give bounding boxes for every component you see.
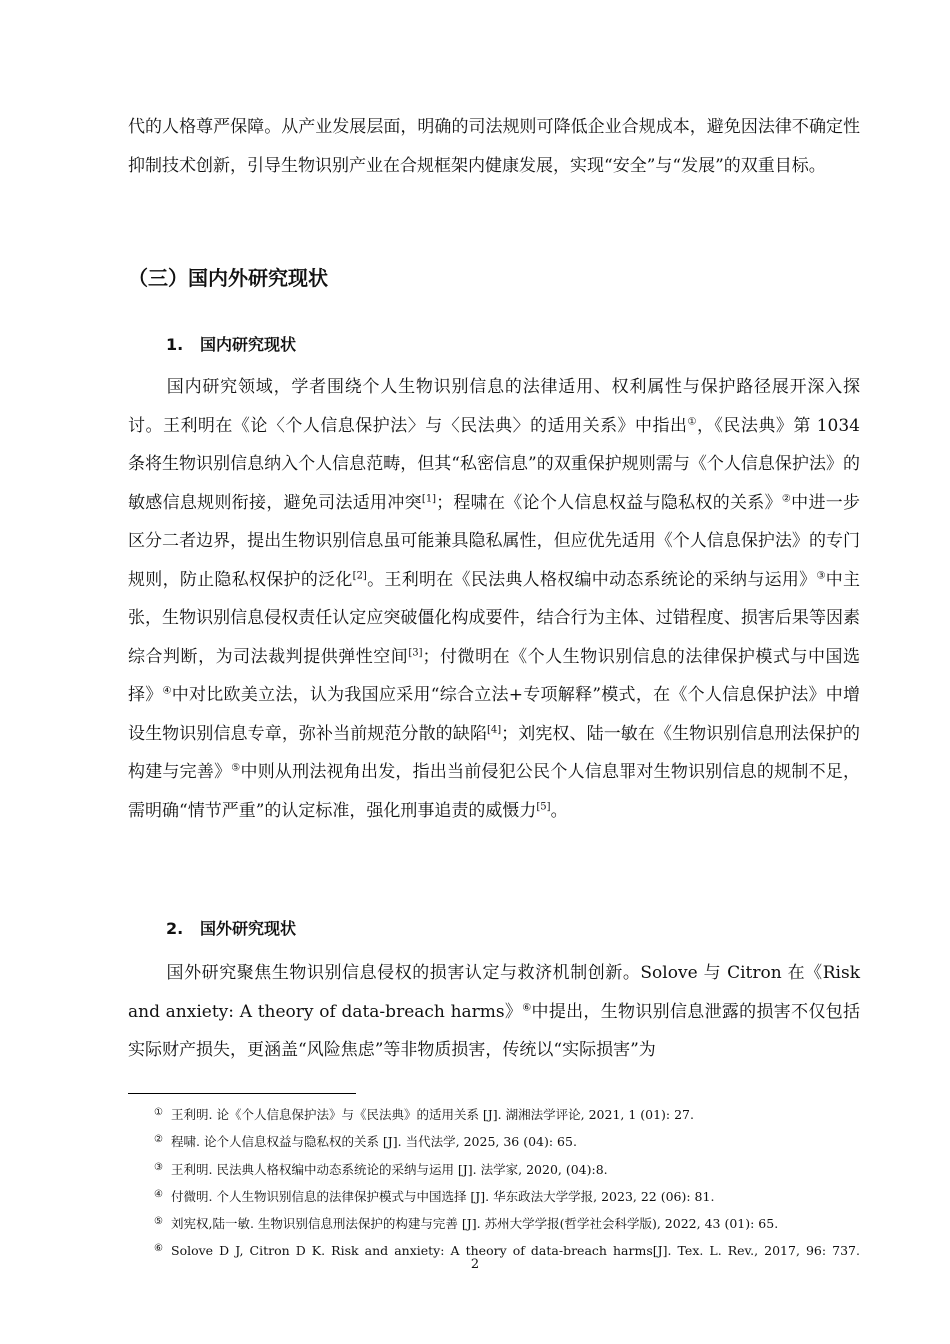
footnote-mark: ④	[154, 1188, 163, 1200]
subheading-domestic	[166, 330, 296, 360]
footnote-text: Solove D J, Citron D K. Risk and anxiety: A theory of data-breach harms[J]. Tex. L. Rev., 2017, 96: 737.	[171, 1243, 860, 1259]
body-text: ；付微明在《个人生物识别信息的法律保护模式与中国选择》	[128, 646, 861, 705]
footnote-item	[154, 1156, 860, 1183]
subheading-title: 国外研究现状	[200, 919, 297, 938]
footnote-text: 程啸. 论个人信息权益与隐私权的关系 [J]. 当代法学, 2025, 36 (04): 65.	[171, 1134, 577, 1150]
domestic-paragraph	[128, 368, 860, 830]
section-heading: （三）国内外研究现状	[128, 266, 328, 290]
footnote-mark: ⑥	[154, 1243, 163, 1255]
footnote-mark: ②	[154, 1134, 163, 1146]
foreign-paragraph	[128, 954, 860, 1070]
body-text: 中则从刑法视角出发，指出当前侵犯公民个人信息罪对生物识别信息的规制不足，需明确“情节严重”的认定标准，强化刑事追责的威慑力	[128, 762, 861, 821]
body-text: 国内研究领域，学者围绕个人生物识别信息的法律适用、权利属性与保护路径展开深入探讨。王利明在《论〈个人信息保护法〉与〈民法典〉的适用关系》中指出	[128, 377, 860, 436]
footnote-marker[interactable]: ①	[687, 415, 697, 427]
subheading-number: 1.	[166, 335, 184, 354]
reference-marker[interactable]: [5]	[536, 800, 551, 812]
body-text: 中对比欧美立法，认为我国应采用“综合立法+专项解释”模式，在《个人信息保护法》中增设生物识别信息专章，弥补当前规范分散的缺陷	[128, 685, 861, 744]
footnote-marker[interactable]: ④	[162, 685, 172, 697]
footnote-marker[interactable]: ⑥	[522, 1001, 532, 1013]
body-text: 中进一步区分二者边界，提出生物识别信息虽可能兼具隐私属性，但应优先适用《个人信息保护法》的专门规则，防止隐私权保护的泛化	[128, 492, 861, 590]
footnote-marker[interactable]: ②	[781, 492, 792, 504]
footnote-item	[154, 1183, 860, 1210]
footnote-item	[154, 1210, 860, 1237]
reference-marker[interactable]: [3]	[408, 646, 423, 658]
subheading-foreign	[166, 914, 296, 944]
footnote-mark: ③	[154, 1161, 163, 1173]
footnotes	[154, 1101, 860, 1265]
reference-marker[interactable]: [2]	[352, 569, 367, 581]
body-text: 。	[550, 800, 568, 821]
subheading-title: 国内研究现状	[200, 335, 297, 354]
body-text: 中主张，生物识别信息侵权责任认定应突破僵化构成要件，结合行为主体、过错程度、损害后果等因素综合判断，为司法裁判提供弹性空间	[128, 569, 861, 667]
body-text: ；程啸在《论个人信息权益与隐私权的关系》	[436, 492, 782, 513]
footnote-text: 付微明. 个人生物识别信息的法律保护模式与中国选择 [J]. 华东政法大学学报, 2023, 22 (06): 81.	[171, 1188, 715, 1204]
body-text: ；刘宪权、陆一敏在《生物识别信息刑法保护的构建与完善》	[128, 723, 861, 782]
reference-marker[interactable]: [4]	[486, 723, 502, 735]
reference-marker[interactable]: [1]	[421, 492, 437, 504]
footnote-mark: ①	[154, 1107, 163, 1118]
body-text: 中提出，生物识别信息泄露的损害不仅包括实际财产损失，更涵盖“风险焦虑”等非物质损害，传统以“实际损害”为	[128, 1001, 861, 1060]
footnote-text: 王利明. 民法典人格权编中动态系统论的采纳与运用 [J]. 法学家, 2020, (04):8.	[171, 1161, 608, 1177]
page-number: 2	[470, 1257, 480, 1272]
footnote-text: 刘宪权,陆一敏. 生物识别信息刑法保护的构建与完善 [J]. 苏州大学学报(哲学社会科学版), 2022, 43 (01): 65.	[171, 1216, 779, 1232]
footnote-marker[interactable]: ⑤	[231, 762, 241, 774]
body-text: 。王利明在《民法典人格权编中动态系统论的采纳与运用》	[366, 569, 817, 590]
footnote-text: 王利明. 论《个人信息保护法》与《民法典》的适用关系 [J]. 湖湘法学评论, 2021, 1 (01): 27.	[171, 1107, 694, 1122]
subheading-number: 2.	[166, 919, 184, 938]
body-text: 国外研究聚焦生物识别信息侵权的损害认定与救济机制创新。Solove 与 Citron 在《Risk and anxiety: A theory of data-breach harms》	[128, 963, 860, 1022]
intro-paragraph: 代的人格尊严保障。从产业发展层面，明确的司法规则可降低企业合规成本，避免因法律不确定性抑制技术创新，引导生物识别产业在合规框架内健康发展，实现“安全”与“发展”的双重目标。	[128, 117, 860, 176]
footnote-item	[154, 1101, 860, 1128]
footnote-mark: ⑤	[154, 1216, 163, 1228]
footnote-item	[154, 1128, 860, 1155]
footnote-separator	[128, 1093, 356, 1094]
footnote-marker[interactable]: ③	[816, 569, 826, 581]
body-text: ，《民法典》第 1034 条将生物识别信息纳入个人信息范畴，但其“私密信息”的双重保护规则需与《个人信息保护法》的敏感信息规则衔接，避免司法适用冲突	[128, 415, 860, 513]
